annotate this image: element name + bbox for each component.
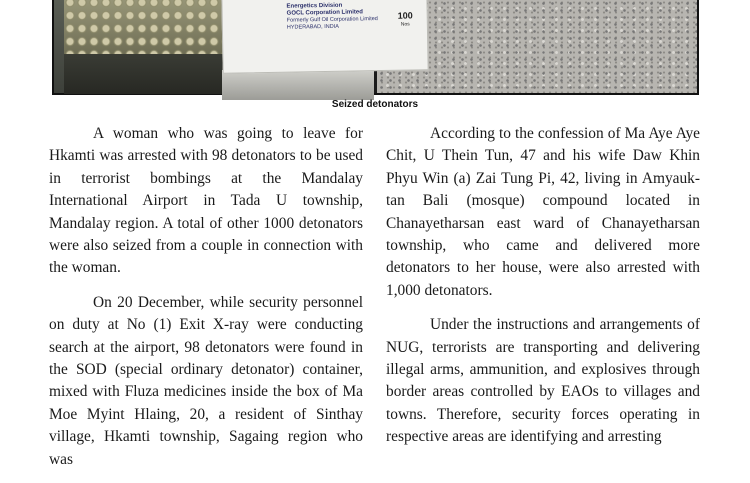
box-count-value: 100 [397,10,413,21]
detonator-tubes [64,0,226,54]
box-count-unit: Nos [400,21,410,28]
detonator-box-photo [54,0,413,93]
article-right-column [386,123,700,461]
box-side [222,70,374,100]
detonator-photo-strip [52,0,699,95]
figure-caption: Seized detonators [331,99,419,110]
box-label [221,0,428,74]
article-paragraph: A woman who was going to leave for Hkamti was arrested with 98 detonators to be used in terrorist bombings at the Mandalay International Airport in Tada U township, Mandalay region. A total of other 1000 detonators were also seized from a couple in connection with the woman. [49,125,363,277]
box-label-division: Energetics Division [286,2,343,10]
article-paragraph: Under the instructions and arrangements of NUG, terrorists are transporting and delivering illegal arms, ammunition, and explosives through border areas controlled by EAOs to villages and towns. Therefore, security forces operating in respective areas are identifying and arresting [386,316,700,446]
box-label-company: GOCL Corporation Limited [286,9,363,17]
article-paragraph: On 20 December, while security personnel on duty at No (1) Exit X-ray were conducting search at the airport, 98 detonators were found in the SOD (special ordinary detonator) container, mixed with Fluza medicines inside the box of Ma Moe Myint Hlaing, 20, a resident of Sinthay village, Hkamti township, Sagaing region who was [49,293,363,468]
box-label-city: HYDERABAD, INDIA [286,23,339,31]
box-label-count [398,11,413,29]
photo-shadow [64,54,224,94]
article-paragraph: According to the confession of Ma Aye Aye Chit, U Thein Tun, 47 and his wife Daw Khin Phyu Win (a) Zai Tung Pi, 42, living in Amyauk-tan Bali (mosque) compound located in Chanayetharsan east ward of Chanayetharsan township, who came and delivered more detonators to her house, were also arrested with 1,000 detonators. [386,125,700,299]
article-left-column [49,123,363,483]
box-label-former-name: Formerly Gulf Oil Corporation Limited [286,16,378,24]
